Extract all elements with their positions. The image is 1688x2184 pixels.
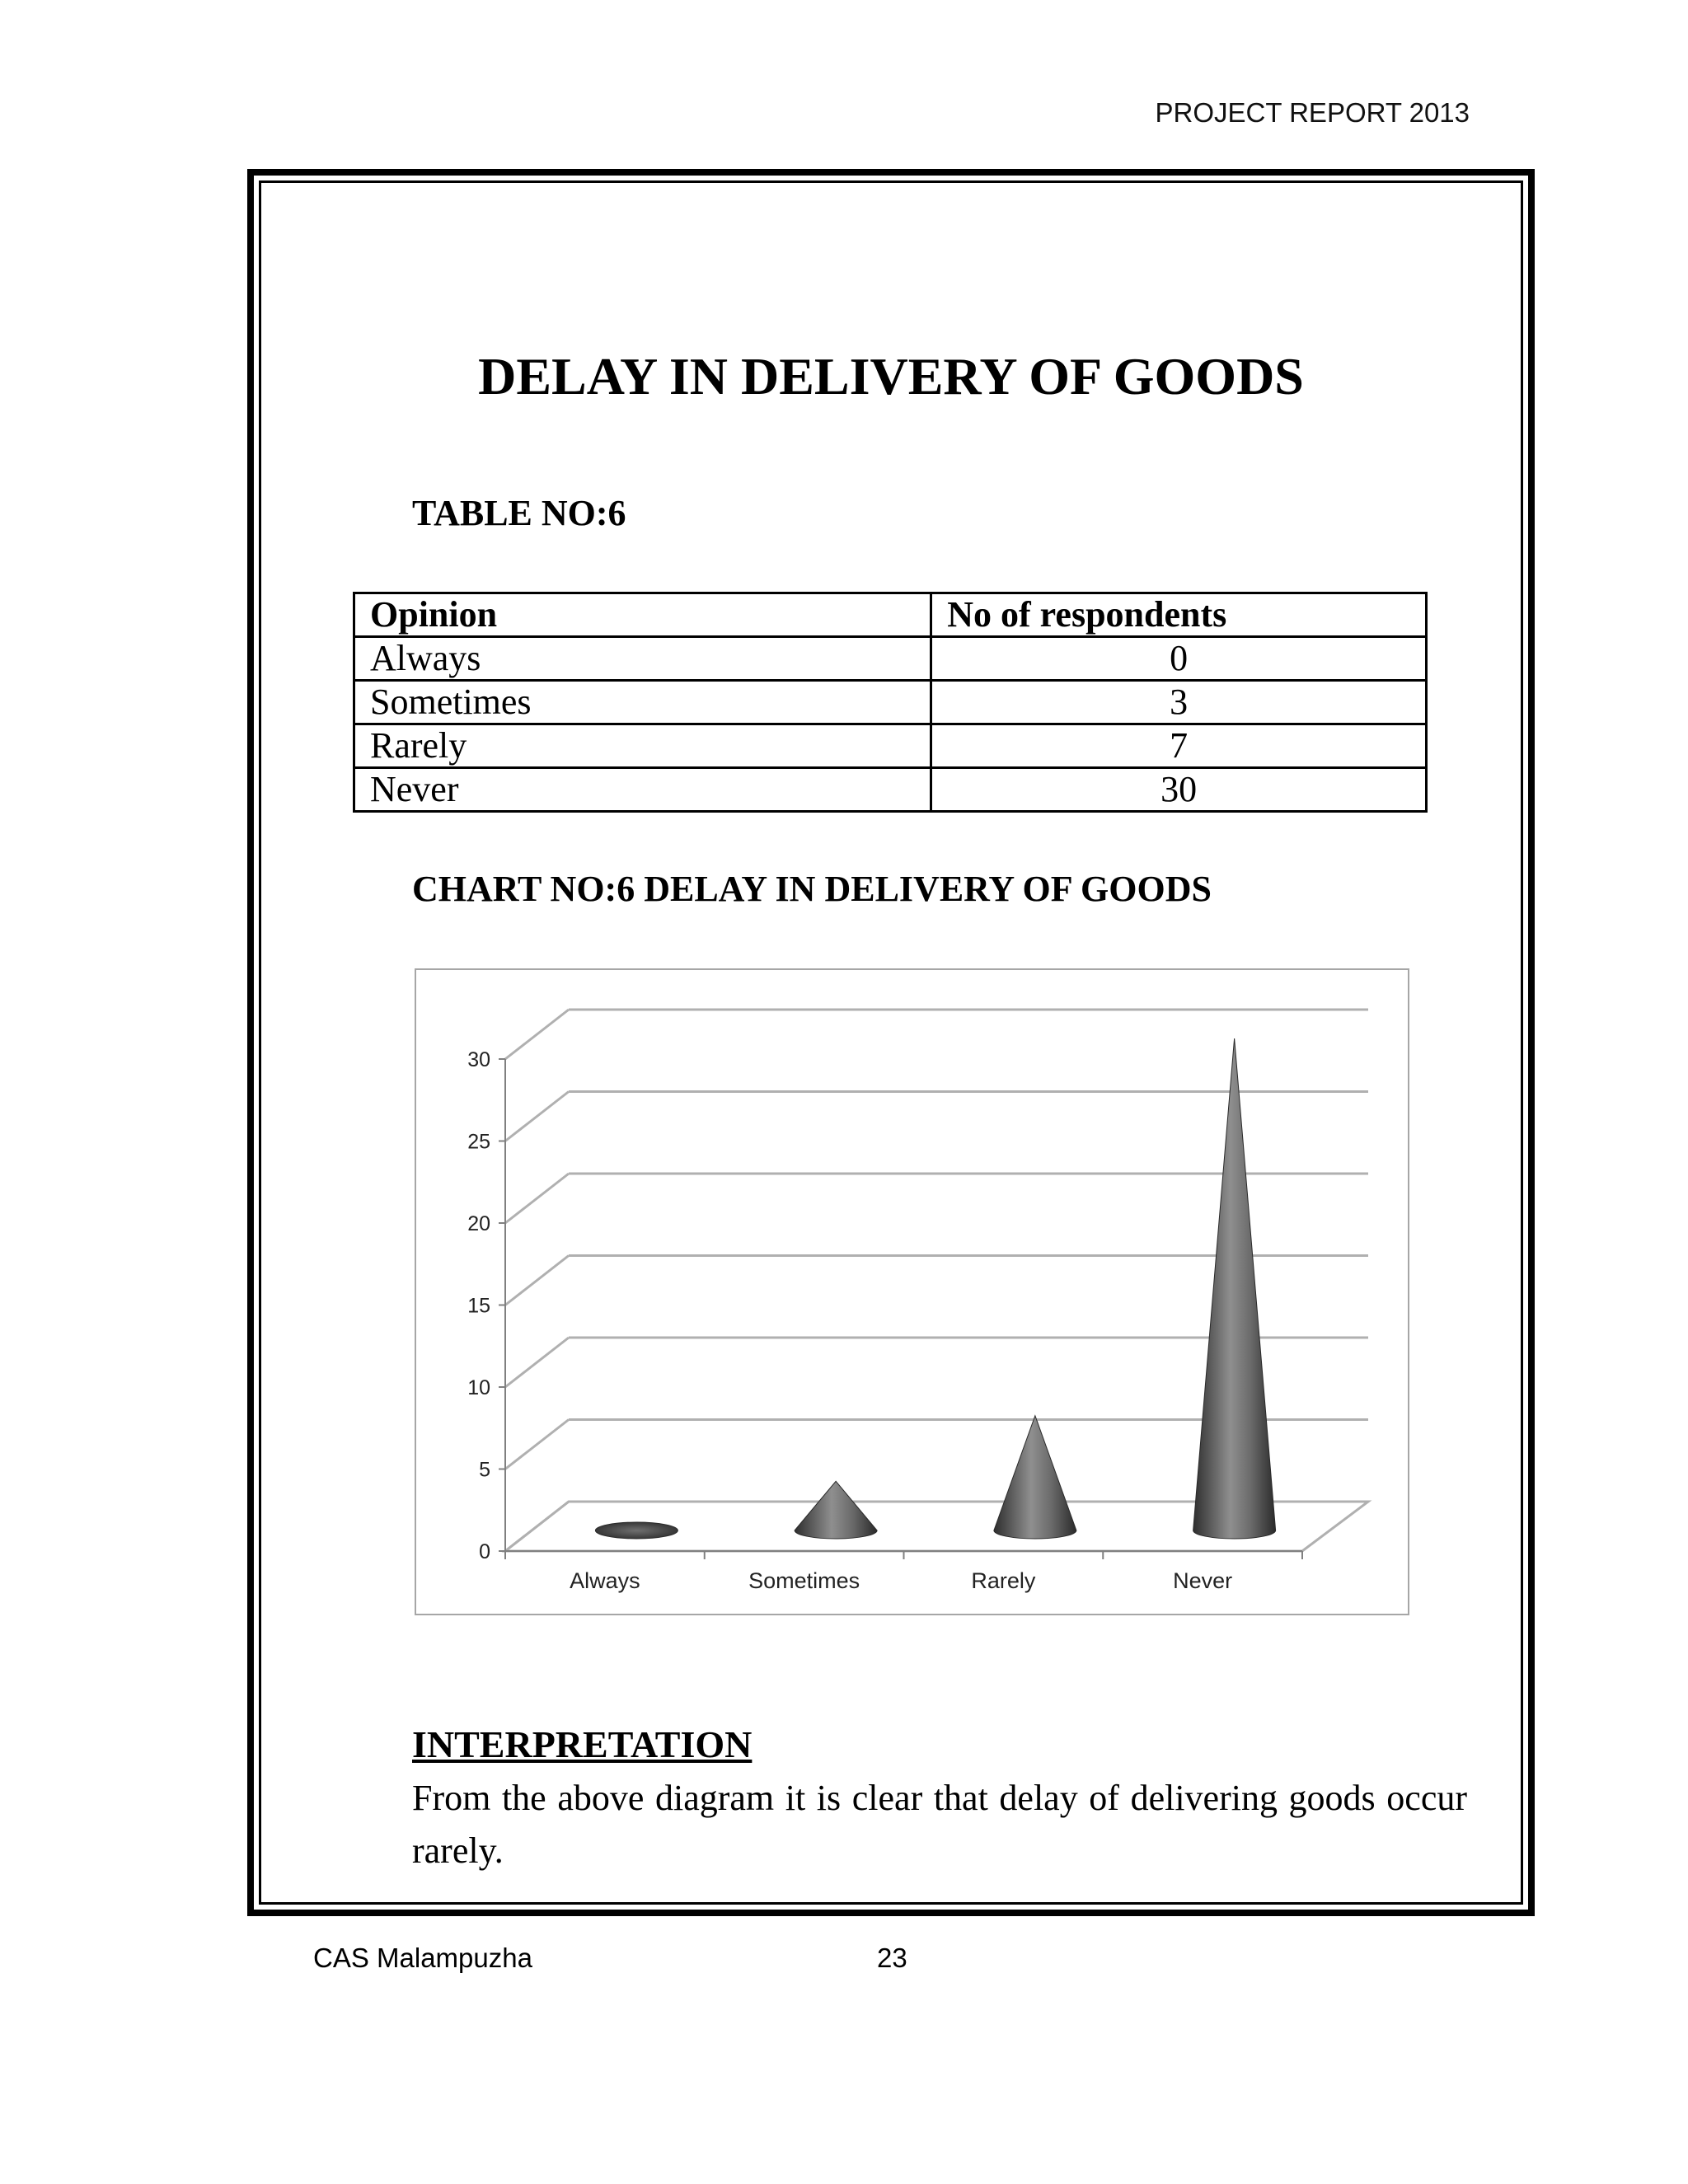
cell-count: 30 xyxy=(931,768,1427,812)
table-label: TABLE NO:6 xyxy=(412,493,626,533)
chart-caption: CHART NO:6 DELAY IN DELIVERY OF GOODS xyxy=(412,869,1212,909)
table-row xyxy=(354,724,1427,768)
chart-area xyxy=(415,968,1409,1615)
page-title: DELAY IN DELIVERY OF GOODS xyxy=(478,347,1304,405)
y-tick-label: 0 xyxy=(479,1540,490,1563)
page-number: 23 xyxy=(877,1943,907,1973)
table-header-row xyxy=(354,593,1427,637)
report-header: PROJECT REPORT 2013 xyxy=(1155,97,1470,128)
cell-opinion: Sometimes xyxy=(354,681,931,724)
y-tick-label: 15 xyxy=(467,1294,490,1318)
header-respondents: No of respondents xyxy=(931,593,1427,637)
gridline-side xyxy=(505,1338,569,1387)
footer-institution: CAS Malampuzha xyxy=(313,1943,532,1973)
table-row xyxy=(354,768,1427,812)
x-tick-label: Always xyxy=(570,1568,640,1593)
y-tick-label: 10 xyxy=(467,1376,490,1399)
y-tick-label: 25 xyxy=(467,1130,490,1154)
x-tick-label: Never xyxy=(1173,1568,1233,1593)
x-tick-label: Rarely xyxy=(971,1568,1036,1593)
gridline-side xyxy=(505,1174,569,1223)
cone-body xyxy=(795,1481,877,1539)
cell-count: 0 xyxy=(931,637,1427,681)
cone-body xyxy=(1193,1038,1276,1539)
cone-sometimes xyxy=(795,1481,877,1539)
cone-rarely xyxy=(994,1416,1076,1539)
gridline-side xyxy=(505,1256,569,1305)
cone-always xyxy=(595,1522,678,1539)
gridline-side xyxy=(505,1420,569,1469)
respondents-table xyxy=(353,592,1428,813)
table-row xyxy=(354,681,1427,724)
table-row xyxy=(354,637,1427,681)
y-tick-label: 20 xyxy=(467,1212,490,1235)
cell-opinion: Always xyxy=(354,637,931,681)
header-opinion: Opinion xyxy=(354,593,931,637)
gridline-side xyxy=(505,1092,569,1141)
cell-opinion: Rarely xyxy=(354,724,931,768)
y-tick-label: 30 xyxy=(467,1048,490,1071)
cone-chart xyxy=(416,970,1411,1617)
x-tick-label: Sometimes xyxy=(748,1568,860,1593)
y-tick-label: 5 xyxy=(479,1458,490,1482)
cone-base xyxy=(595,1522,678,1539)
interpretation-text: From the above diagram it is clear that delay of delivering goods occur rarely. xyxy=(412,1778,1467,1871)
cell-opinion: Never xyxy=(354,768,931,812)
cell-count: 7 xyxy=(931,724,1427,768)
gridline-side xyxy=(505,1010,569,1059)
cone-never xyxy=(1193,1038,1276,1539)
cone-body xyxy=(994,1416,1076,1539)
interpretation-heading: INTERPRETATION xyxy=(412,1723,753,1765)
cell-count: 3 xyxy=(931,681,1427,724)
